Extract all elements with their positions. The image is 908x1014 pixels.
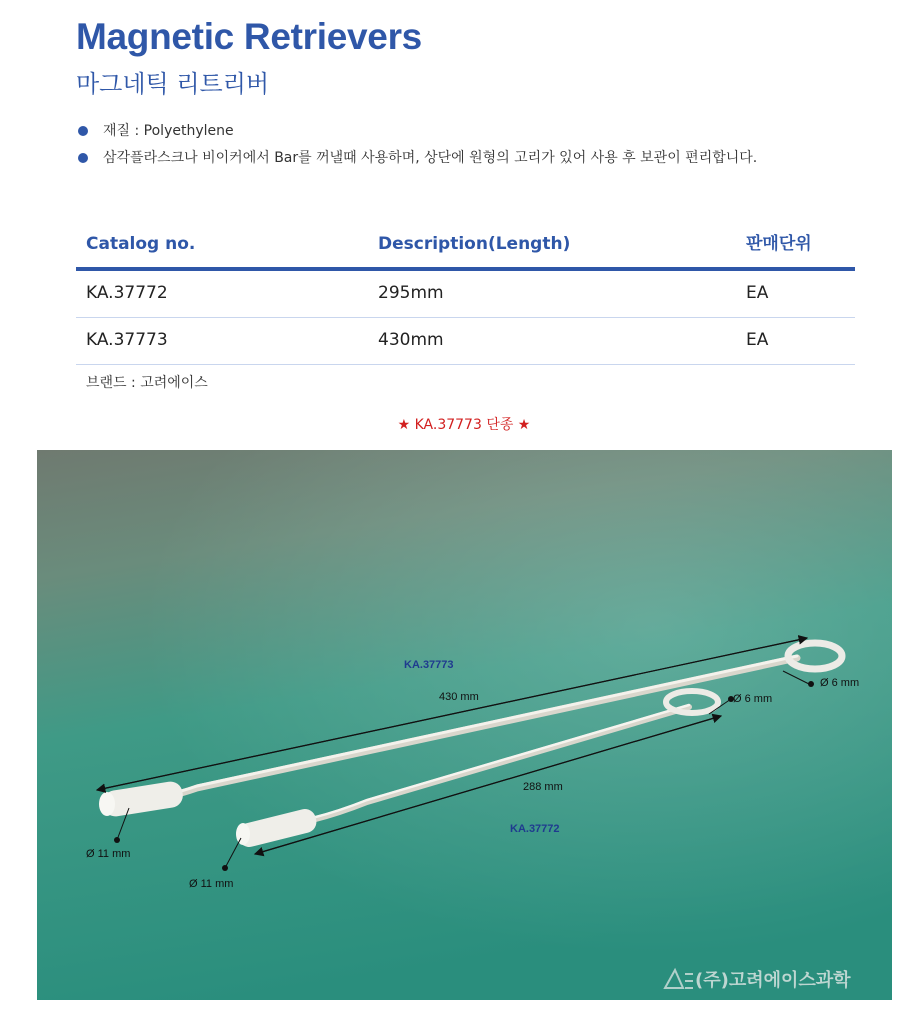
- bullet-icon: [78, 153, 88, 163]
- list-item: 재질 : Polyethylene: [76, 118, 757, 145]
- product-table: [76, 222, 855, 365]
- watermark-text: (주)고려에이스과학: [695, 970, 851, 991]
- product-photo: [37, 450, 892, 1000]
- brand-label: 브랜드 : 고려에이스: [86, 375, 208, 391]
- header-description: Description(Length): [378, 234, 571, 254]
- ring-diameter-label-long: Ø 6 mm: [820, 677, 860, 689]
- model-label-short: KA.37772: [510, 823, 560, 835]
- sales-unit-cell: EA: [746, 283, 769, 303]
- description-cell: 430mm: [378, 330, 444, 350]
- table-row: [76, 318, 855, 365]
- sales-unit-cell: EA: [746, 330, 769, 350]
- length-label-long: 430 mm: [439, 691, 479, 703]
- table-header: [76, 222, 855, 271]
- header-sales-unit: 판매단위: [746, 234, 812, 254]
- base-diameter-label-short: Ø 11 mm: [189, 878, 234, 890]
- discontinued-notice: ★ KA.37773 단종 ★: [397, 417, 531, 433]
- table-row: [76, 271, 855, 318]
- page-subtitle: 마그네틱 리트리버: [76, 70, 270, 98]
- ring-diameter-label-short: Ø 6 mm: [733, 693, 773, 705]
- page-title: Magnetic Retrievers: [76, 16, 422, 57]
- feature-list: [76, 118, 757, 172]
- base-diameter-label-long: Ø 11 mm: [86, 848, 131, 860]
- length-label-short: 288 mm: [523, 781, 563, 793]
- catalog-no-cell: KA.37772: [86, 283, 168, 303]
- list-item: 삼각플라스크나 비이커에서 Bar를 꺼낼때 사용하며, 상단에 원형의 고리가 있어 사용 후 보관이 편리합니다.: [76, 145, 757, 172]
- bullet-icon: [78, 126, 88, 136]
- model-label-long: KA.37773: [404, 659, 454, 671]
- catalog-no-cell: KA.37773: [86, 330, 168, 350]
- header-catalog-no: Catalog no.: [86, 234, 196, 254]
- description-cell: 295mm: [378, 283, 444, 303]
